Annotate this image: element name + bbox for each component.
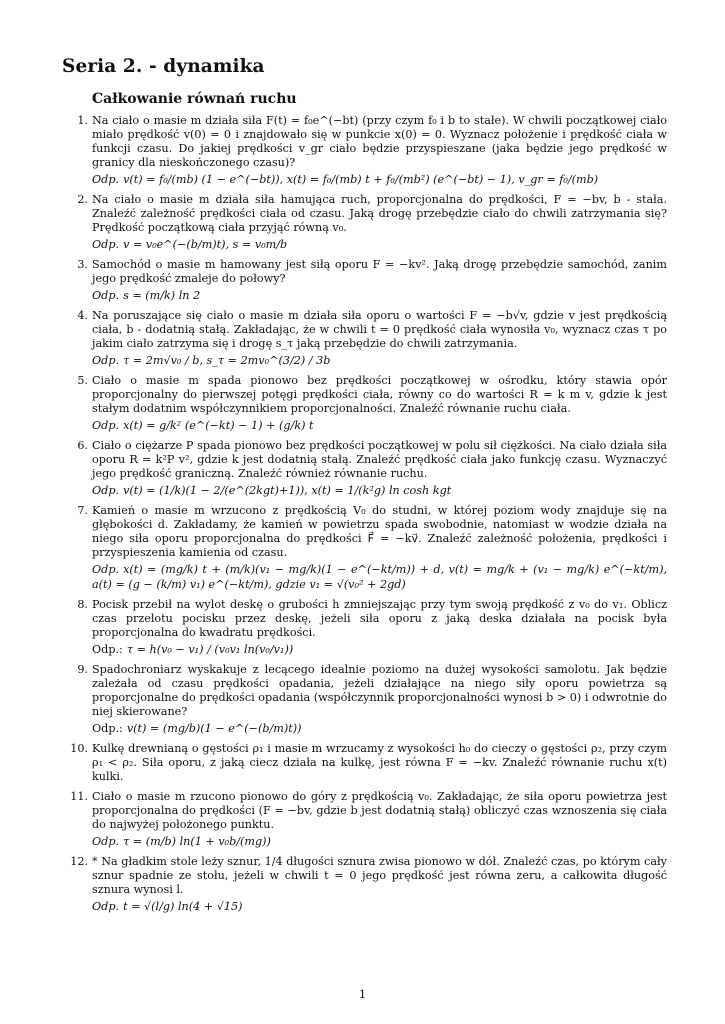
problem-text: Na ciało o masie m działa siła hamująca ruch, proporcjonalna do prędkości, F = −bv, b - stała. Znaleźć zależność prędkości ciała od czasu. Jaką drogę przebędzie ciało do chwili zatrzymania się? Prędkość początkową ciała przyjąć równą v₀.	[92, 193, 667, 234]
problem-number: 12.	[70, 855, 88, 868]
answer-formula: τ = h(v₀ − v₁) / (v₀v₁ ln(v₀/v₁))	[126, 643, 294, 656]
answer-label: Odp.	[92, 563, 120, 576]
answer-label: Odp.	[92, 900, 120, 913]
problem-text: Ciało o masie m rzucono pionowo do góry z prędkością v₀. Zakładając, że siła oporu powietrza jest proporcjonalna do prędkości (F = −bv, gdzie b jest dodatnią stałą) obliczyć czas wznoszenia się ciała do najwyżej położonego punktu.	[92, 790, 667, 831]
answer-label: Odp.	[92, 354, 120, 367]
answer-label: Odp.	[92, 419, 120, 432]
problem-answer	[92, 172, 667, 187]
answer-formula: v = v₀e^(−(b/m)t), s = v₀m/b	[123, 238, 288, 251]
answer-label: Odp.	[92, 238, 120, 251]
problem-number: 11.	[70, 790, 88, 803]
problem-number: 6.	[77, 439, 88, 452]
answer-formula: t = √(l/g) ln(4 + √15)	[123, 900, 243, 913]
answer-label: Odp.:	[92, 722, 123, 735]
problem-item	[62, 114, 667, 187]
problem-text: Na ciało o masie m działa siła F(t) = f₀e^(−bt) (przy czym f₀ i b to stałe). W chwili początkowej ciało miało prędkość v(0) = 0 i znajdowało się w punkcie x(0) = 0. Wyznacz położenie i prędkość ciała w funkcji czasu. Do jakiej prędkości v_gr ciało będzie przyspieszane (jaka będzie jego prędkość w granicy dla nieskończonego czasu)?	[92, 114, 667, 169]
answer-label: Odp.	[92, 289, 120, 302]
problem-list	[62, 114, 667, 914]
problem-item	[62, 598, 667, 657]
problem-text: Samochód o masie m hamowany jest siłą oporu F = −kv². Jaką drogę przebędzie samochód, zanim jego prędkość zmaleje do połowy?	[92, 258, 667, 285]
problem-answer	[92, 562, 667, 592]
problem-item	[62, 504, 667, 592]
problem-item	[62, 439, 667, 498]
problem-number: 3.	[77, 258, 88, 271]
problem-text: Na poruszające się ciało o masie m działa siła oporu o wartości F = −b√v, gdzie v jest prędkością ciała, b - dodatnią stałą. Zakładając, że w chwili t = 0 prędkość ciała wynosiła v₀, wyznacz czas τ po jakim ciało zatrzyma się i drogę s_τ jaką przebędzie do chwili zatrzymania.	[92, 309, 667, 350]
answer-formula: τ = 2m√v₀ / b, s_τ = 2mv₀^(3/2) / 3b	[123, 354, 331, 367]
problem-item	[62, 663, 667, 736]
answer-formula: v(t) = (1/k)(1 − 2/(e^(2kgt)+1)), x(t) = 1/(k²g) ln cosh kgt	[123, 484, 452, 497]
problem-answer	[92, 418, 667, 433]
problem-answer	[92, 721, 667, 736]
problem-item	[62, 374, 667, 433]
problem-answer	[92, 642, 667, 657]
problem-text: Kamień o masie m wrzucono z prędkością V₀ do studni, w której poziom wody znajduje się na głębokości d. Zakładamy, że kamień w powietrzu spada swobodnie, natomiast w wodzie działa na niego siła oporu proporcjonalna do prędkości F⃗ = −kv⃗. Znaleźć zależność położenia, prędkości i przyspieszenia kamienia od czasu.	[92, 504, 667, 559]
problem-number: 5.	[77, 374, 88, 387]
problem-text: Pocisk przebił na wylot deskę o grubości h zmniejszając przy tym swoją prędkość z v₀ do v₁. Oblicz czas przelotu pocisku przez deskę, jeżeli siła oporu z jaką deska działała na pocisk była proporcjonalna do kwadratu prędkości.	[92, 598, 667, 639]
answer-formula: s = (m/k) ln 2	[123, 289, 201, 302]
problem-text: Spadochroniarz wyskakuje z lecącego idealnie poziomo na dużej wysokości samolotu. Jak będzie zależała od czasu prędkości opadania, jeżeli działające na niego siły oporu powietrza są proporcjonalne do prędkości opadania (współczynnik proporcjonalności wynosi b > 0) i odwrotnie do niej skierowane?	[92, 663, 667, 718]
answer-formula: x(t) = (mg/k) t + (m/k)(v₁ − mg/k)(1 − e^(−kt/m)) + d, v(t) = mg/k + (v₁ − mg/k) e^(−kt/m), a(t) = (g − (k/m) v₁) e^(−kt/m), gdzie v₁ = √(v₀² + 2gd)	[92, 563, 667, 591]
problem-item	[62, 855, 667, 914]
page-title: Seria 2. - dynamika	[62, 56, 265, 77]
problem-answer	[92, 483, 667, 498]
problem-number: 8.	[77, 598, 88, 611]
problem-number: 4.	[77, 309, 88, 322]
problem-number: 9.	[77, 663, 88, 676]
answer-label: Odp.:	[92, 643, 123, 656]
answer-label: Odp.	[92, 484, 120, 497]
answer-formula: τ = (m/b) ln(1 + v₀b/(mg))	[123, 835, 271, 848]
problem-item	[62, 309, 667, 368]
problem-answer	[92, 288, 667, 303]
problem-text: * Na gładkim stole leży sznur, 1/4 długości sznura zwisa pionowo w dół. Znaleźć czas, po którym cały sznur spadnie ze stołu, jeżeli w chwili t = 0 jego prędkość jest równa zeru, a całkowita długość sznura wynosi l.	[92, 855, 667, 896]
problem-answer	[92, 834, 667, 849]
problem-text: Kulkę drewnianą o gęstości ρ₁ i masie m wrzucamy z wysokości h₀ do cieczy o gęstości ρ₂, przy czym ρ₁ < ρ₂. Siła oporu, z jaką ciecz działa na kulkę, jest równa F = −kv. Znaleźć równanie ruchu x(t) kulki.	[92, 742, 667, 783]
problem-item	[62, 258, 667, 303]
answer-label: Odp.	[92, 835, 120, 848]
problem-number: 2.	[77, 193, 88, 206]
page-number: 1	[358, 987, 367, 1001]
problem-item	[62, 193, 667, 252]
problem-answer	[92, 353, 667, 368]
document-page	[62, 56, 667, 920]
answer-formula: x(t) = g/k² (e^(−kt) − 1) + (g/k) t	[123, 419, 314, 432]
answer-formula: v(t) = (mg/b)(1 − e^(−(b/m)t))	[126, 722, 302, 735]
problem-number: 7.	[77, 504, 88, 517]
answer-label: Odp.	[92, 173, 120, 186]
problem-text: Ciało o masie m spada pionowo bez prędkości początkowej w ośrodku, który stawia opór proporcjonalny do pierwszej potęgi prędkości ciała, równy co do wartości R = k m v, gdzie k jest stałym dodatnim współczynnikiem proporcjonalności. Znaleźć równanie ruchu ciała.	[92, 374, 667, 415]
problem-number: 1.	[77, 114, 88, 127]
answer-formula: v(t) = f₀/(mb) (1 − e^(−bt)), x(t) = f₀/(mb) t + f₀/(mb²) (e^(−bt) − 1), v_gr = f₀/(mb)	[123, 173, 599, 186]
problem-answer	[92, 899, 667, 914]
problem-text: Ciało o ciężarze P spada pionowo bez prędkości początkowej w polu sił ciężkości. Na ciało działa siła oporu R = k²P v², gdzie k jest dodatnią stałą. Znaleźć prędkość ciała jako funkcję czasu. Wyznaczyć jego prędkość graniczną. Znaleźć również równanie ruchu.	[92, 439, 667, 480]
problem-item	[62, 742, 667, 784]
problem-item	[62, 790, 667, 849]
problem-number: 10.	[70, 742, 88, 755]
problem-answer	[92, 237, 667, 252]
section-title: Całkowanie równań ruchu	[92, 91, 297, 107]
